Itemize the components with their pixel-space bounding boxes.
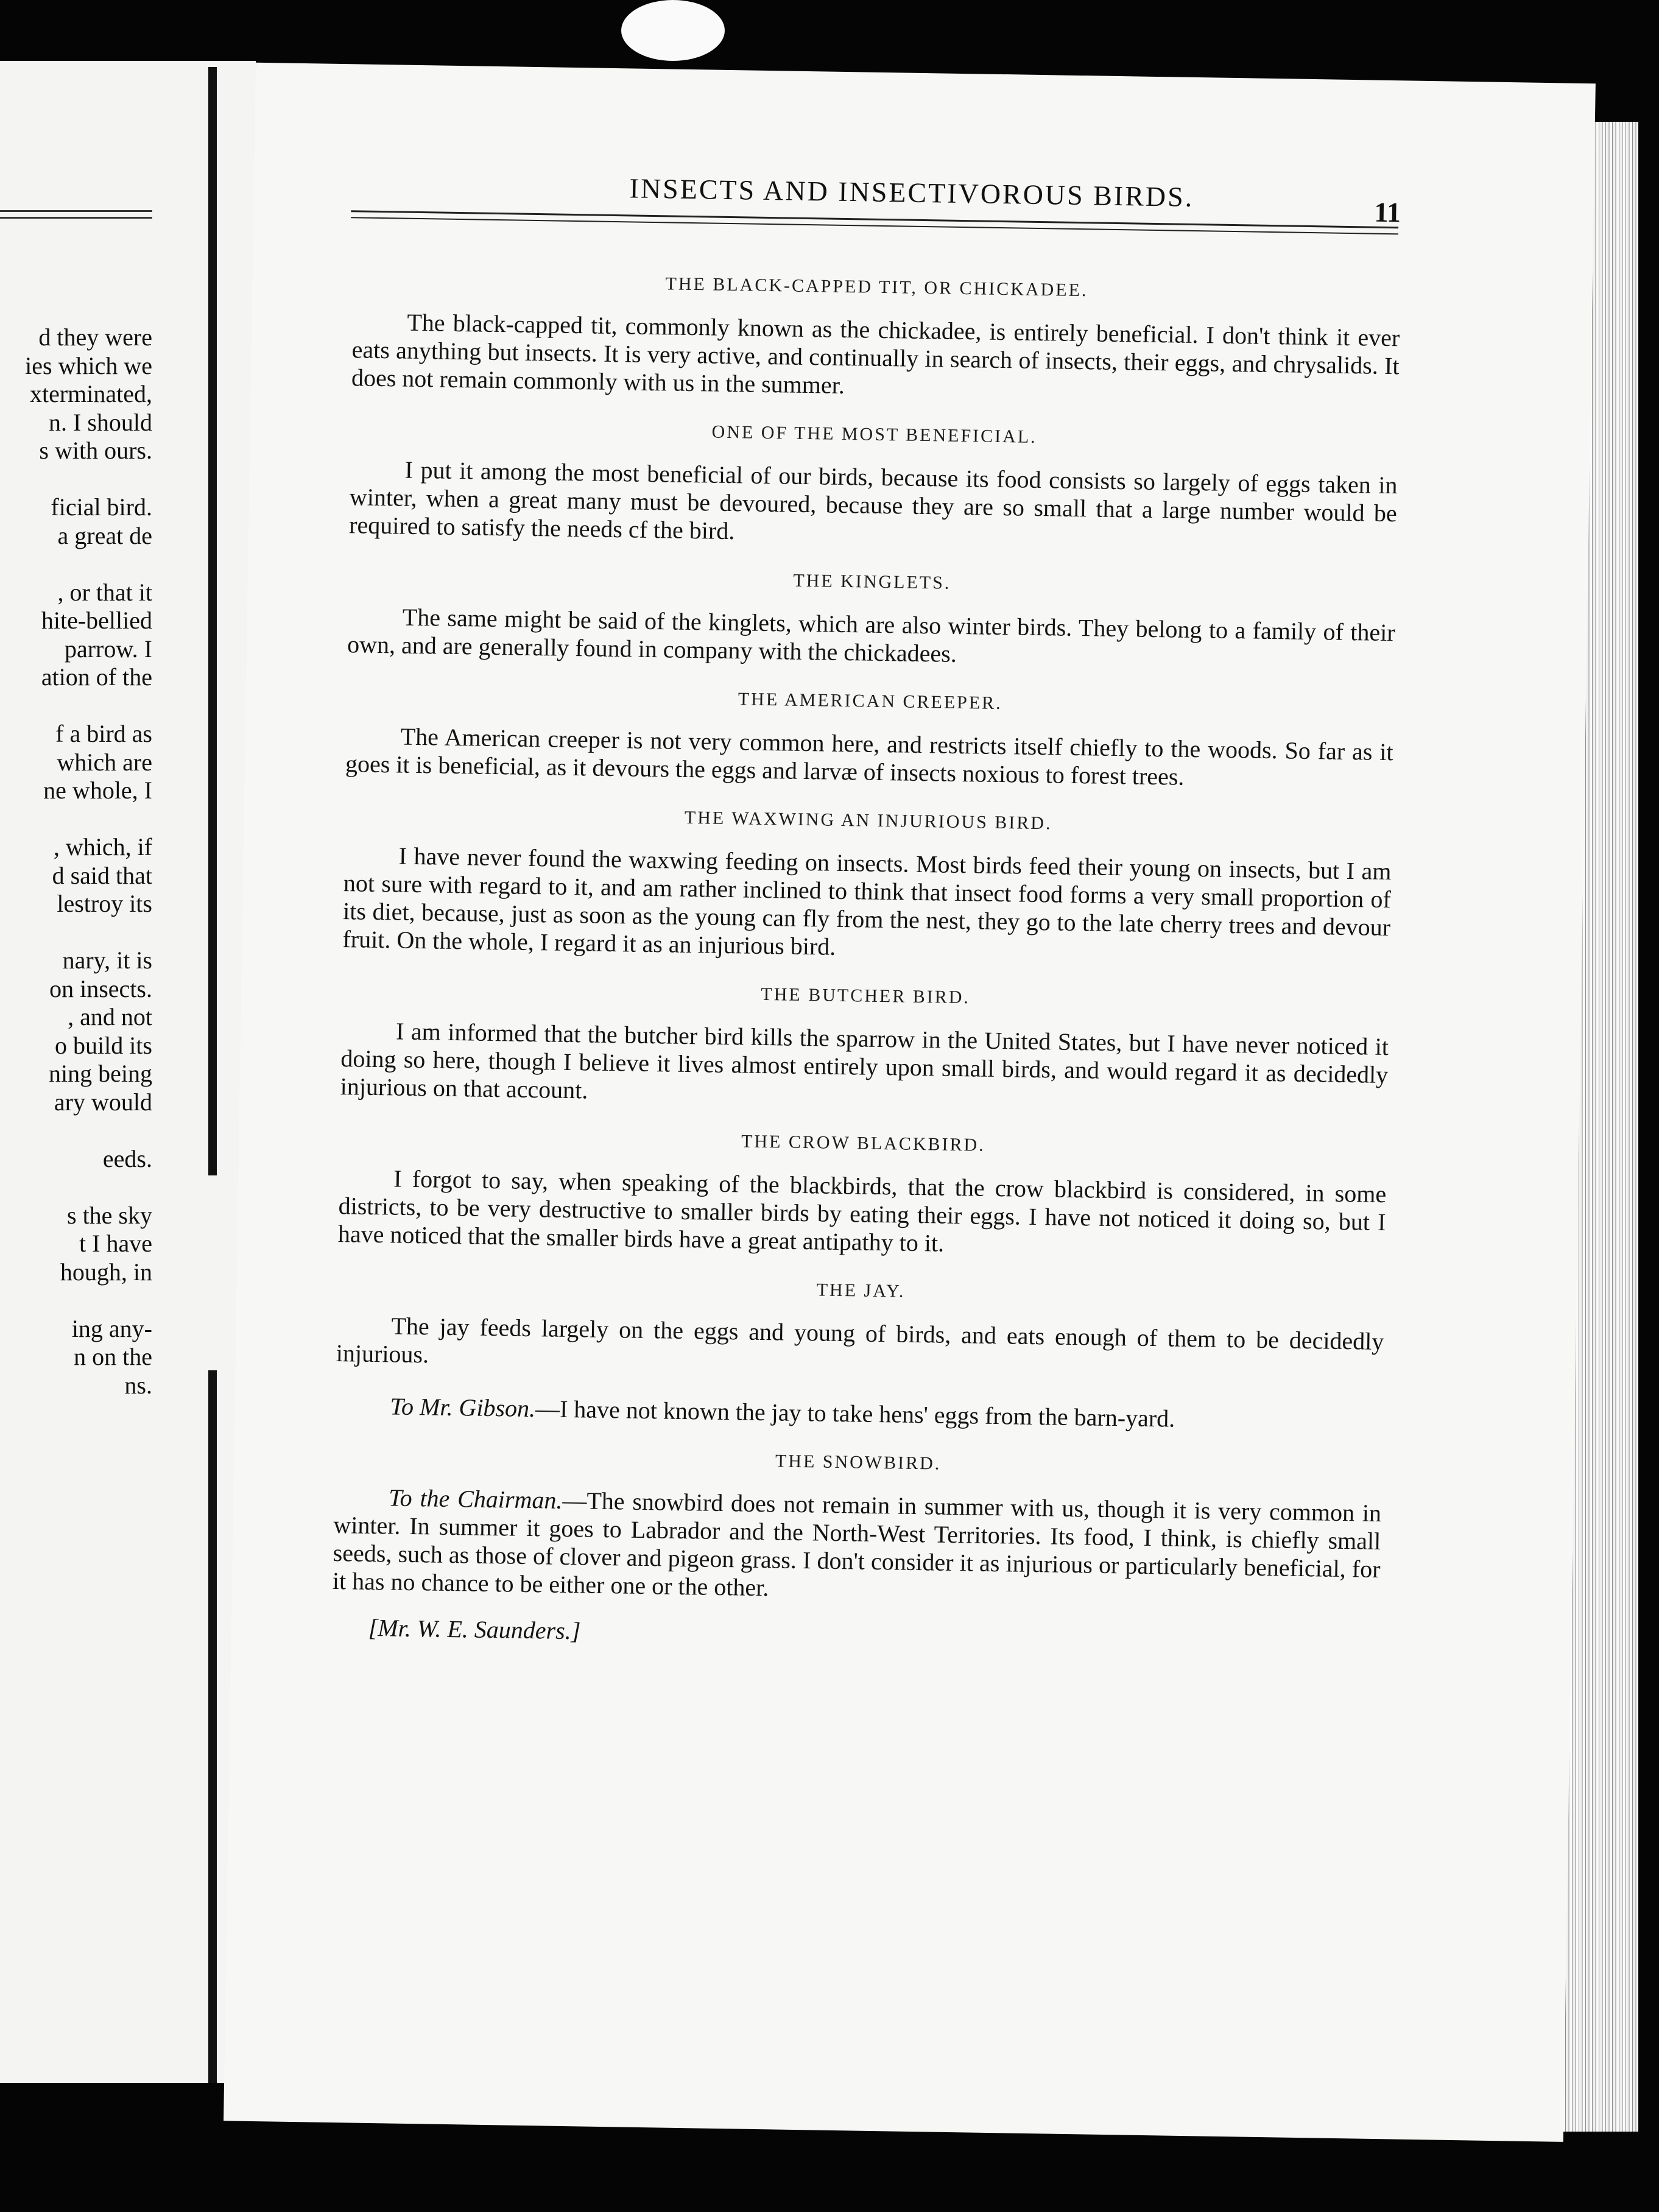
section-heading: THE SNOWBIRD. (775, 1451, 942, 1474)
left-page-line: ation of the (41, 663, 152, 691)
section-paragraph: I put it among the most beneficial of our birds, because its food consists so largely of eggs taken in winter, when a great many must be devoured, because they are so small that a large number would be required to satisfy the needs cf the bird. (348, 456, 1398, 545)
left-page-line: which are (57, 748, 152, 776)
section-heading: THE KINGLETS. (793, 570, 951, 593)
qa-paragraph (335, 1392, 1383, 1436)
section-heading: THE JAY. (816, 1280, 906, 1301)
section-heading: THE BLACK-CAPPED TIT, OR CHICKADEE. (665, 273, 1088, 301)
page-number: 11 (1374, 196, 1401, 228)
left-page-line: ne whole, I (43, 777, 152, 804)
left-page-line: d they were (38, 323, 152, 351)
left-page-line: ing any- (71, 1314, 152, 1342)
left-page-line: ning being (49, 1060, 152, 1087)
section-heading: THE CROW BLACKBIRD. (741, 1131, 985, 1155)
section-paragraph: The jay feeds largely on the eggs and young of birds, and eats enough of them to be decidedly injurious. (336, 1312, 1384, 1368)
left-page-line: , and not (68, 1003, 152, 1030)
left-page-line: o build its (54, 1031, 152, 1059)
section-heading: THE AMERICAN CREEPER. (738, 689, 1002, 714)
section (347, 560, 1396, 675)
left-page-fragment (0, 61, 256, 2083)
section (335, 1269, 1385, 1436)
section-paragraph: I forgot to say, when speaking of the blackbirds, that the crow blackbird is considered, in some districts, to be very destructive to smaller birds by eating their eggs. I have not noticed it doing so, but I have noticed that the smaller birds have a great antipathy to it. (337, 1164, 1387, 1257)
signature: [Mr. W. E. Saunders.] (368, 1613, 581, 1645)
left-page-rule (0, 217, 152, 219)
left-page-line: on insects. (49, 974, 152, 1002)
section-heading: THE WAXWING AN INJURIOUS BIRD. (684, 807, 1052, 834)
section (331, 1440, 1382, 1658)
section-paragraph: I have never found the waxwing feeding on insects. Most birds feed their young on insects, but I am not sure with regard to it, and am rather inclined to think that insect food forms a very small proportion of its diet, because, just as soon as the young can fly from the nest, they go to the late cherry trees and devour fruit. On the whole, I regard it as an injurious bird. (342, 842, 1392, 960)
section-paragraph: The American creeper is not very common here, and restricts itself chiefly to the woods. So far as it goes it is beneficial, as it devours the eggs and larvæ of insects noxious to forest trees. (345, 722, 1393, 791)
left-page-line: d said that (52, 861, 152, 889)
left-page-line: xterminated, (29, 380, 152, 407)
qa-addressee: To the Chairman. (388, 1484, 563, 1514)
left-page-line: hough, in (60, 1258, 152, 1286)
section (342, 798, 1392, 970)
qa-answer: —I have not known the jay to take hens' eggs from the barn-yard. (535, 1395, 1175, 1432)
qa-answer: —The snowbird does not remain in summer with us, though it is very common in winter. In summer it goes to Labrador and the North-West Territories. Its food, I think, is chiefly small seeds, such as those of clover and pigeon grass. I don't consider it as injurious or particularly beneficial, for it has no chance to be either one or the other. (332, 1486, 1382, 1602)
section-paragraph: I am informed that the butcher bird kills the sparrow in the United States, but I have never noticed it doing so here, though I believe it lives almost entirely upon small birds, and would regard it as decidedly injurious on that account. (340, 1017, 1389, 1104)
section (349, 412, 1398, 555)
qa-paragraph (333, 1483, 1382, 1611)
section (345, 679, 1394, 794)
left-page-line: s the sky (67, 1201, 152, 1229)
gutter-shadow (208, 1370, 217, 2083)
section-paragraph: The same might be said of the kinglets, which are also winter birds. They belong to a family of their own, and are generally found in company with the chickadees. (347, 603, 1396, 667)
qa-addressee: To Mr. Gibson. (390, 1392, 536, 1423)
gutter-shadow (208, 67, 217, 1175)
left-page-line: ns. (124, 1371, 152, 1399)
left-page-line: , or that it (57, 578, 152, 606)
left-page-line: n on the (74, 1343, 152, 1370)
left-page-line: ies which we (25, 351, 152, 379)
section-paragraph: The black-capped tit, commonly known as the chickadee, is entirely beneficial. I don't think it ever eats anything but insects. It is very active, and continually in search of insects, their eggs, and chrysalids. It does not remain commonly with us in the summer. (351, 308, 1400, 399)
running-head: INSECTS AND INSECTIVOROUS BIRDS. (629, 172, 1194, 213)
left-page-line: lestroy its (57, 890, 152, 917)
section (340, 974, 1389, 1117)
paper-blot (621, 0, 725, 61)
left-page-line: s with ours. (39, 437, 152, 464)
section-heading: ONE OF THE MOST BENEFICIAL. (711, 421, 1037, 447)
left-page-line: parrow. I (64, 635, 152, 663)
left-page-line: , which, if (53, 833, 152, 861)
left-page-line: f a bird as (55, 720, 152, 747)
section (351, 265, 1401, 408)
left-page-line: t I have (79, 1230, 152, 1257)
left-page-line: hite-bellied (41, 607, 152, 634)
left-page-line: nary, it is (62, 946, 152, 974)
article-body (331, 265, 1400, 1658)
left-page-rule (0, 210, 152, 212)
left-page-line: ficial bird. (51, 493, 152, 521)
left-page-line: n. I should (49, 408, 152, 436)
section-heading: THE BUTCHER BIRD. (761, 984, 971, 1008)
left-page-line: a great de (57, 521, 152, 549)
left-page-line: ary would (54, 1088, 152, 1116)
left-page-line: eeds. (102, 1144, 152, 1172)
header-rule (351, 210, 1398, 234)
section (338, 1121, 1387, 1264)
main-page (224, 63, 1596, 2142)
